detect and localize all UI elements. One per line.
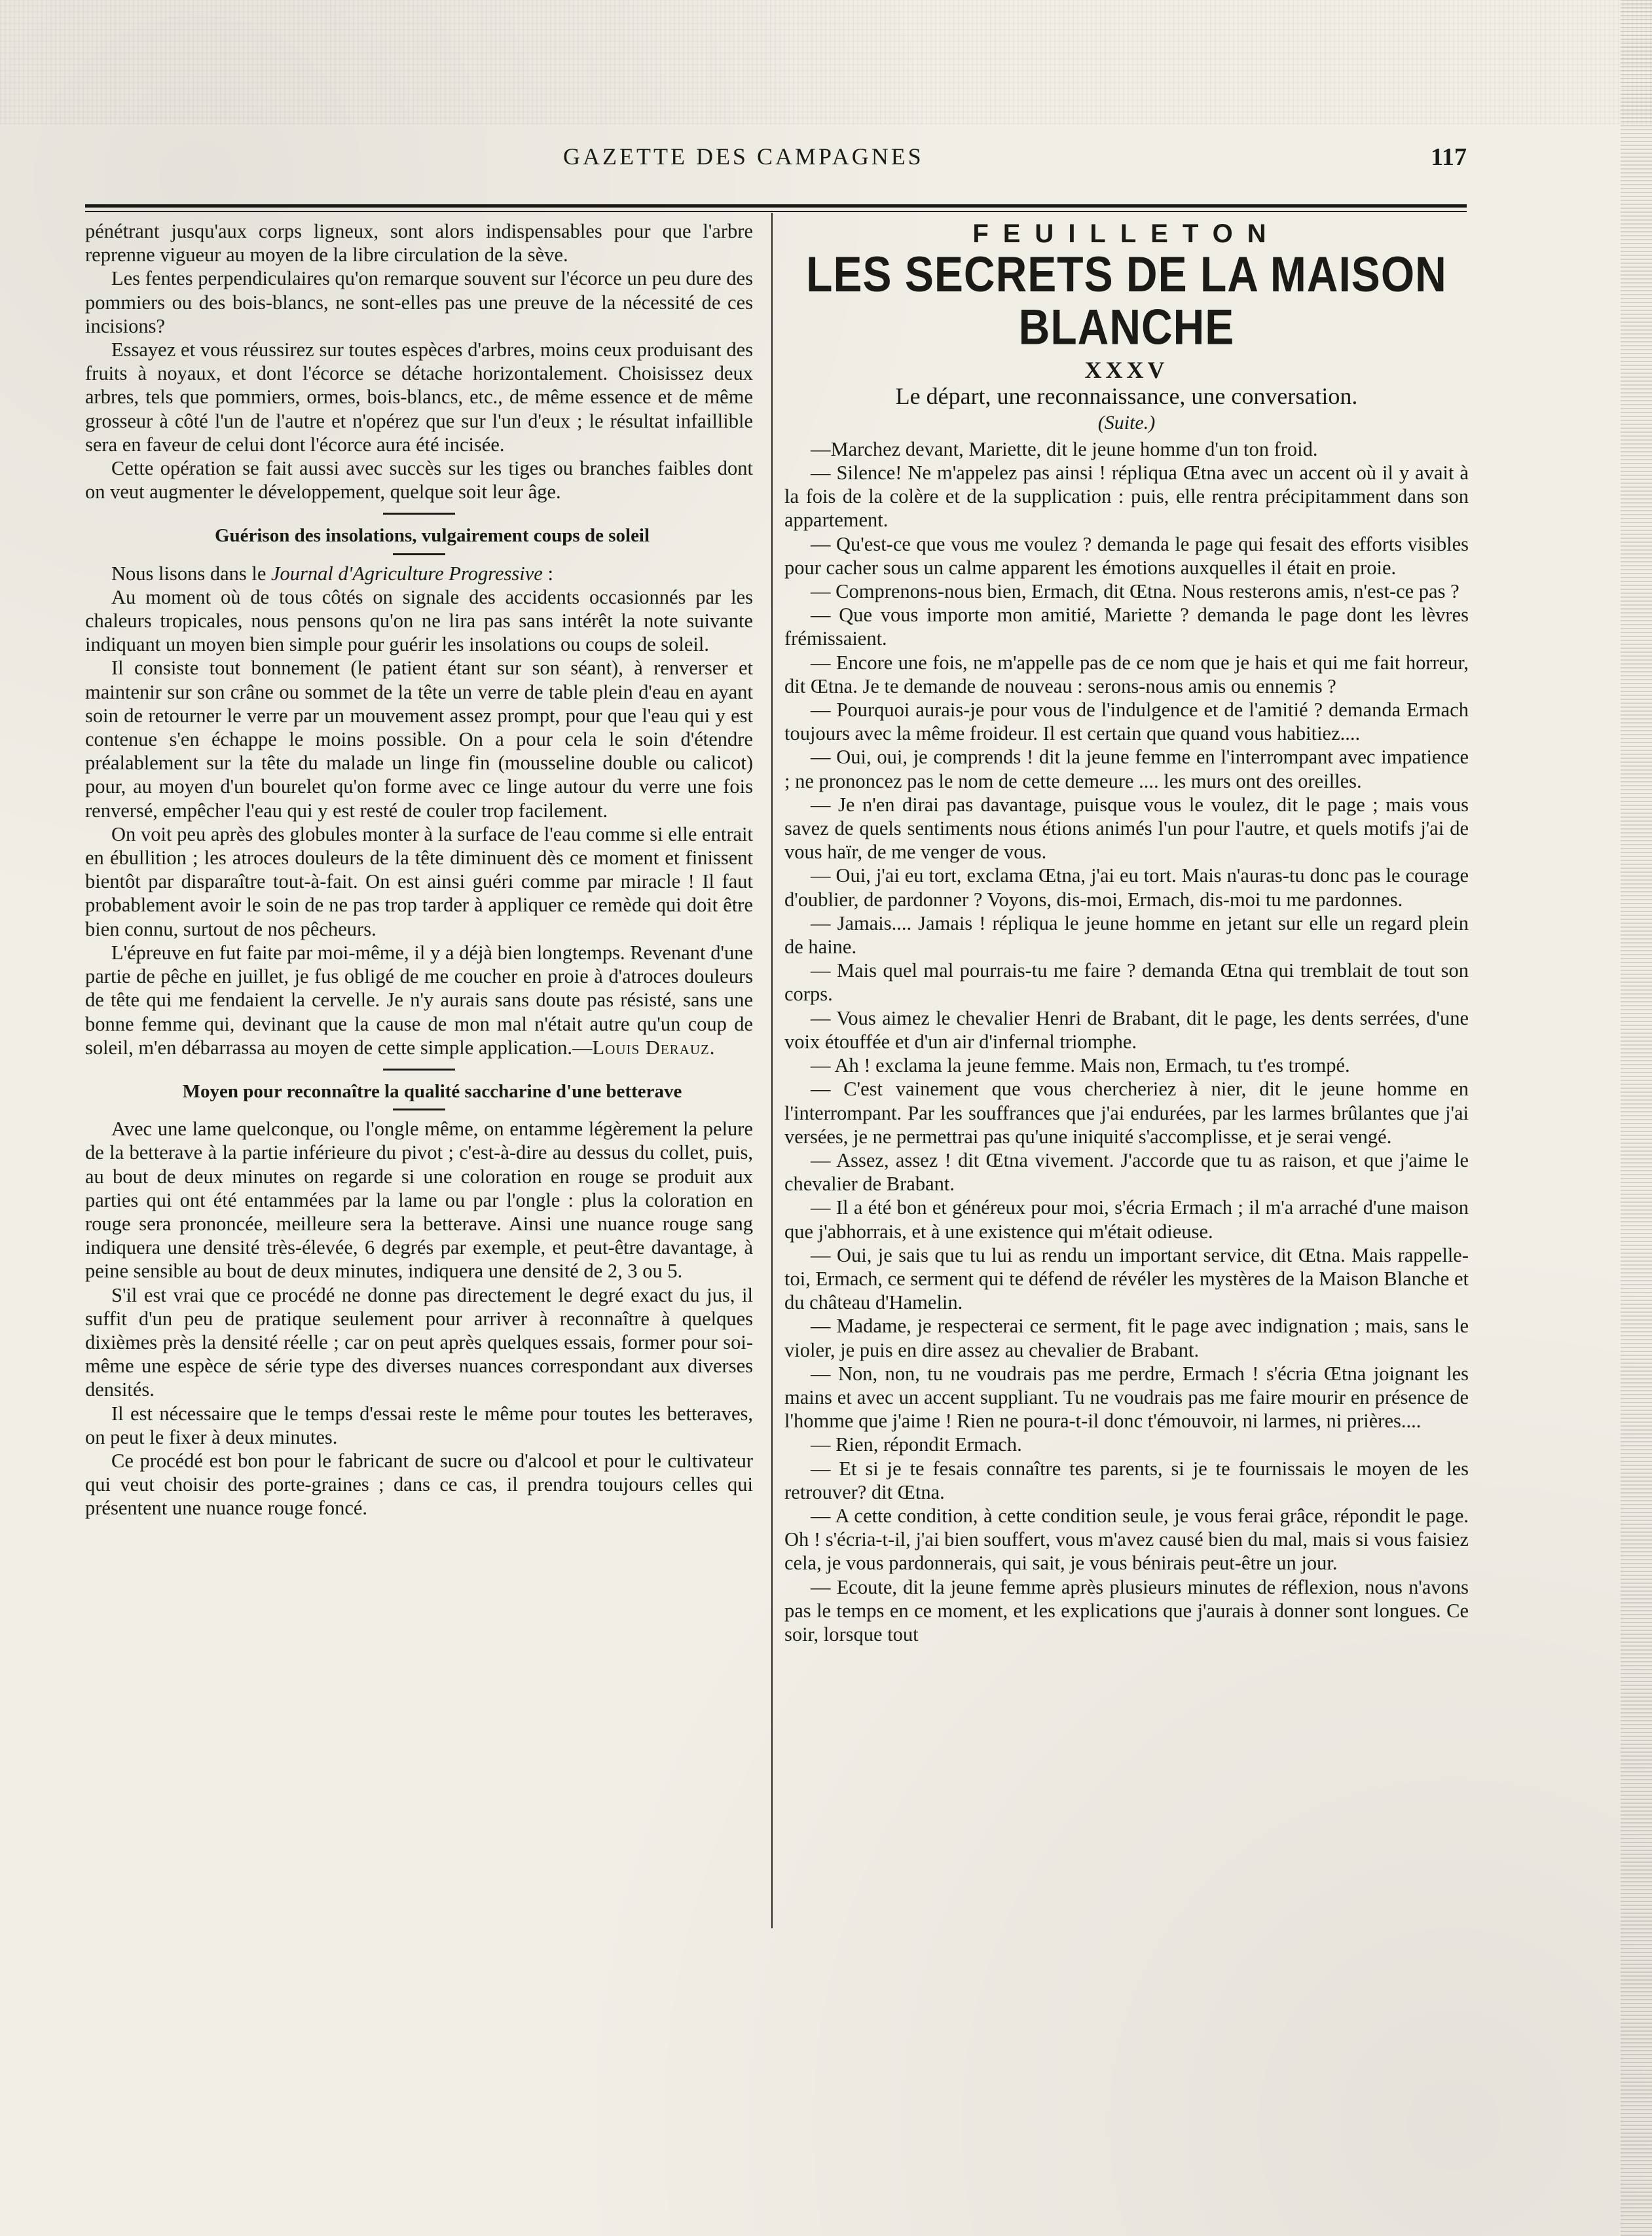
paragraph: Ce procédé est bon pour le fabricant de sucre ou d'alcool et pour le cultivateur qui veut choisir des porte-graines ; dans ce cas, il prendra toujours celles qui présentent une nuance rouge foncé. [85,1449,753,1520]
dialogue-paragraph: — Oui, je sais que tu lui as rendu un important service, dit Œtna. Mais rappelle-toi, Ermach, ce serment qui te défend de révéler les mystères de la Maison Blanche et du château d'Hamelin. [784,1243,1469,1314]
running-title: GAZETTE DES CAMPAGNES [563,143,924,170]
heading-separator [393,1109,445,1110]
intro-suffix: : [542,562,553,585]
continued-note: (Suite.) [1097,411,1156,433]
section-separator [383,513,455,515]
dialogue-paragraph: — A cette condition, à cette condition seule, je vous ferai grâce, répondit le page. Oh ! s'écria-t-il, j'ai bien souffert, vous m'avez causé bien du mal, mais si vous faisiez cela, je vous pardonnerais, qui sait, je vous bénirais peut-être un jour. [784,1504,1469,1575]
article-intro [85,562,753,585]
dialogue-paragraph: — Et si je te fesais connaître tes parents, si je te fournissais le moyen de les retrouver? dit Œtna. [784,1457,1469,1503]
paragraph-text: L'épreuve en fut faite par moi-même, il y a déjà bien longtemps. Revenant d'une partie de pêche en juillet, je fus obligé de me coucher en proie à d'atroces douleurs de tête qui me fendaient la cervelle. Je n'y aurais sans doute pas résisté, sans une bonne femme qui, devinant que la cause de mon mal n'était autre qu'un coup de soleil, m'en débarrassa au moyen de cette simple application.— [85,941,753,1059]
dialogue-paragraph: — Assez, assez ! dit Œtna vivement. J'accorde que tu as raison, et que j'aime le chevalier de Brabant. [784,1148,1469,1196]
dialogue-paragraph: — Oui, j'ai eu tort, exclama Œtna, j'ai eu tort. Mais n'auras-tu donc pas le courage d'oublier, de pardonner ? Voyons, dis-moi, Ermach, dis-moi tu me pardonnes. [784,864,1469,911]
dialogue-paragraph: —Marchez devant, Mariette, dit le jeune homme d'un ton froid. [811,437,1318,460]
page-header [85,143,1467,175]
paragraph: pénétrant jusqu'aux corps ligneux, sont alors indispensables pour que l'arbre reprenne vigueur au moyen de la libre circulation de la sève. [85,220,753,266]
paragraph: Avec une lame quelconque, ou l'ongle même, on entamme légèrement la pelure de la betterave à la partie inférieure du pivot ; c'est-à-dire au dessus du collet, puis, au bout de deux minutes on regarde si une coloration en rouge se produit aux parties qui ont été entammées par la lame ou par l'ongle : plus la coloration en rouge sera prononcée, meilleure sera la betterave. Ainsi une nuance rouge sang indiquera une densité très-élevée, 6 degrés par exemple, et peut-être davantage, à peine sensible au bout de deux minutes, indiquera une densité de 2, 3 ou 5. [85,1118,753,1283]
dialogue-paragraph: — Encore une fois, ne m'appelle pas de ce nom que je hais et qui me fait horreur, dit Œtna. Je te demande de nouveau : serons-nous amis ou ennemis ? [784,651,1469,697]
dialogue-paragraph: — Jamais.... Jamais ! répliqua le jeune homme en jetant sur elle un regard plein de haine. [784,911,1469,959]
column-divider [771,213,773,1928]
page-number: 117 [1431,143,1467,171]
article-heading-betterave: Moyen pour reconnaître la qualité saccharine d'une betterave [182,1080,682,1102]
dialogue-paragraph: — Je n'en dirai pas davantage, puisque vous le voulez, dit le page ; mais vous savez de quels sentiments nous étions animés l'un pour l'autre, et quels motifs j'ai de vous haïr, de me venger de vous. [784,793,1469,864]
dialogue-paragraph: — C'est vainement que vous chercheriez à nier, dit le jeune homme en l'interrompant. Par les souffrances que j'ai endurées, par les larmes brûlantes que j'ai versées, je ne permettrai pas qu'une iniquité s'accomplisse, et je serai vengé. [784,1078,1469,1148]
paragraph: Cette opération se fait aussi avec succès sur les tiges ou branches faibles dont on veut augmenter le développement, quelque soit leur âge. [85,457,753,504]
serial-title: LES SECRETS DE LA MAISON BLANCHE [806,246,1447,356]
dialogue-paragraph: — Rien, répondit Ermach. [811,1433,1022,1456]
feuilleton-label: FEUILLETON [972,219,1281,248]
dialogue-paragraph: — Qu'est-ce que vous me voulez ? demanda le page qui fesait des efforts visibles pour cacher sous un calme apparent les émotions auxquelles il était en proie. [784,532,1469,579]
dialogue-paragraph: — Oui, oui, je comprends ! dit la jeune femme en l'interrompant avec impatience ; ne prononcez pas le nom de cette demeure .... les murs ont des oreilles. [784,746,1469,792]
dialogue-paragraph: — Que vous importe mon amitié, Mariette ? demanda le page dont les lèvres frémissaient. [784,604,1469,650]
header-rule-thin [85,211,1467,212]
paragraph: Au moment où de tous côtés on signale des accidents occasionnés par les chaleurs tropicales, nous pensons qu'on ne lira pas sans intérêt la note suivante indiquant un moyen bien simple pour guérir les insolations ou coups de soleil. [85,585,753,656]
paragraph: S'il est vrai que ce procédé ne donne pas directement le degré exact du jus, il suffit d'un peu de pratique seulement pour arriver à reconnaître à quelques dixièmes près la densité réelle ; car on peut après quelques essais, former pour soi-même une espèce de série type des diverses nuances correspondant aux diverses densités. [85,1283,753,1401]
dialogue-paragraph: — Madame, je respecterai ce serment, fit le page avec indignation ; mais, sans le violer, je puis en dire assez au chevalier de Brabant. [784,1315,1469,1361]
right-column [784,219,1469,1646]
page-edge-shadow [1621,0,1652,2236]
paragraph: Essayez et vous réussirez sur toutes espèces d'arbres, moins ceux produisant des fruits à noyaux, et dont l'écorce se détache horizontalement. Choisissez deux arbres, tels que pommiers, ormes, bois-blancs, etc., de même essence et de même grosseur à côté l'un de l'autre et n'opérez que sur l'un d'eux ; le résultat infaillible sera en faveur de celui dont l'écorce aura été incisée. [85,339,753,456]
section-separator [383,1069,455,1071]
dialogue-paragraph: — Ecoute, dit la jeune femme après plusieurs minutes de réflexion, nous n'avons pas le temps en ce moment, et les explications que j'aurais à donner sont longues. Ce soir, lorsque tout [784,1575,1469,1645]
left-column [85,219,753,1520]
dialogue-paragraph: — Comprenons-nous bien, Ermach, dit Œtna. Nous resterons amis, n'est-ce pas ? [811,580,1459,603]
paragraph: On voit peu après des globules monter à la surface de l'eau comme si elle entrait en ébullition ; les atroces douleurs de la tête diminuent dès ce moment et finissent bientôt par disparaître tout-à-fait. On est ainsi guéri comme par miracle ! Il faut probablement avoir le soin de ne pas trop tarder à appliquer ce remède qui doit être bien connu, surtout de nos pêcheurs. [85,822,753,940]
article-author: Louis Derauz. [592,1036,716,1059]
dialogue-paragraph: — Non, non, tu ne voudrais pas me perdre, Ermach ! s'écria Œtna joignant les mains et avec un accent suppliant. Tu ne voudrais pas me faire mourir en présence de l'homme que j'aime ! Rien ne poura-t-il donc t'émouvoir, ni larmes, ni prières.... [784,1362,1469,1433]
chapter-title: Le départ, une reconnaissance, une conversation. [895,383,1358,410]
dialogue-paragraph: — Il a été bon et généreux pour moi, s'écria Ermach ; il m'a arraché d'une maison que j'abhorrais, et à une existence qui m'était odieuse. [784,1196,1469,1243]
paragraph: Il consiste tout bonnement (le patient étant sur son séant), à renverser et maintenir sur son crâne ou sommet de la tête un verre de table plein d'eau en ayant soin de retourner le verre par un mouvement assez prompt, pour que l'eau qui y est contenue s'en échappe le moins possible. On a pour cela le soin d'étendre préalablement sur la tête du malade un linge fin (mousseline double ou calicot) pour, au moyen d'un bourelet qu'on forme avec ce linge autour du verre une fois renversé, empêcher l'eau qui y est resté de couler trop facilement. [85,657,753,822]
paragraph: Il est nécessaire que le temps d'essai reste le même pour toutes les betteraves, on peut le fixer à deux minutes. [85,1402,753,1448]
dialogue-paragraph: — Pourquoi aurais-je pour vous de l'indulgence et de l'amitié ? demanda Ermach toujours avec la même froideur. Il est certain que quand vous habitiez.... [784,699,1469,745]
journal-name: Journal d'Agriculture Progressive [271,562,543,585]
article-heading-insolations: Guérison des insolations, vulgairement coups de soleil [214,525,650,547]
dialogue-paragraph: — Ah ! exclama la jeune femme. Mais non, Ermach, tu t'es trompé. [811,1054,1350,1077]
header-rule [85,204,1467,208]
paper-speckle-texture [0,0,1652,124]
dialogue-paragraph: — Mais quel mal pourrais-tu me faire ? demanda Œtna qui tremblait de tout son corps. [784,959,1469,1006]
paragraph: Les fentes perpendiculaires qu'on remarque souvent sur l'écorce un peu dure des pommiers ou des bois-blancs, ne sont-elles pas une preuve de la nécessité de ces incisions? [85,267,753,337]
paragraph [85,941,753,1059]
chapter-number: XXXV [1084,357,1169,384]
dialogue-paragraph: — Silence! Ne m'appelez pas ainsi ! répliqua Œtna avec un accent où il y avait à la fois de la colère et de la supplication : puis, elle rentra précipitamment dans son appartement. [784,462,1469,532]
dialogue-paragraph: — Vous aimez le chevalier Henri de Brabant, dit le page, les dents serrées, d'une voix étouffée et d'un air d'infernal triomphe. [784,1006,1469,1053]
heading-separator [393,553,445,555]
intro-prefix: Nous lisons dans le [111,562,271,585]
